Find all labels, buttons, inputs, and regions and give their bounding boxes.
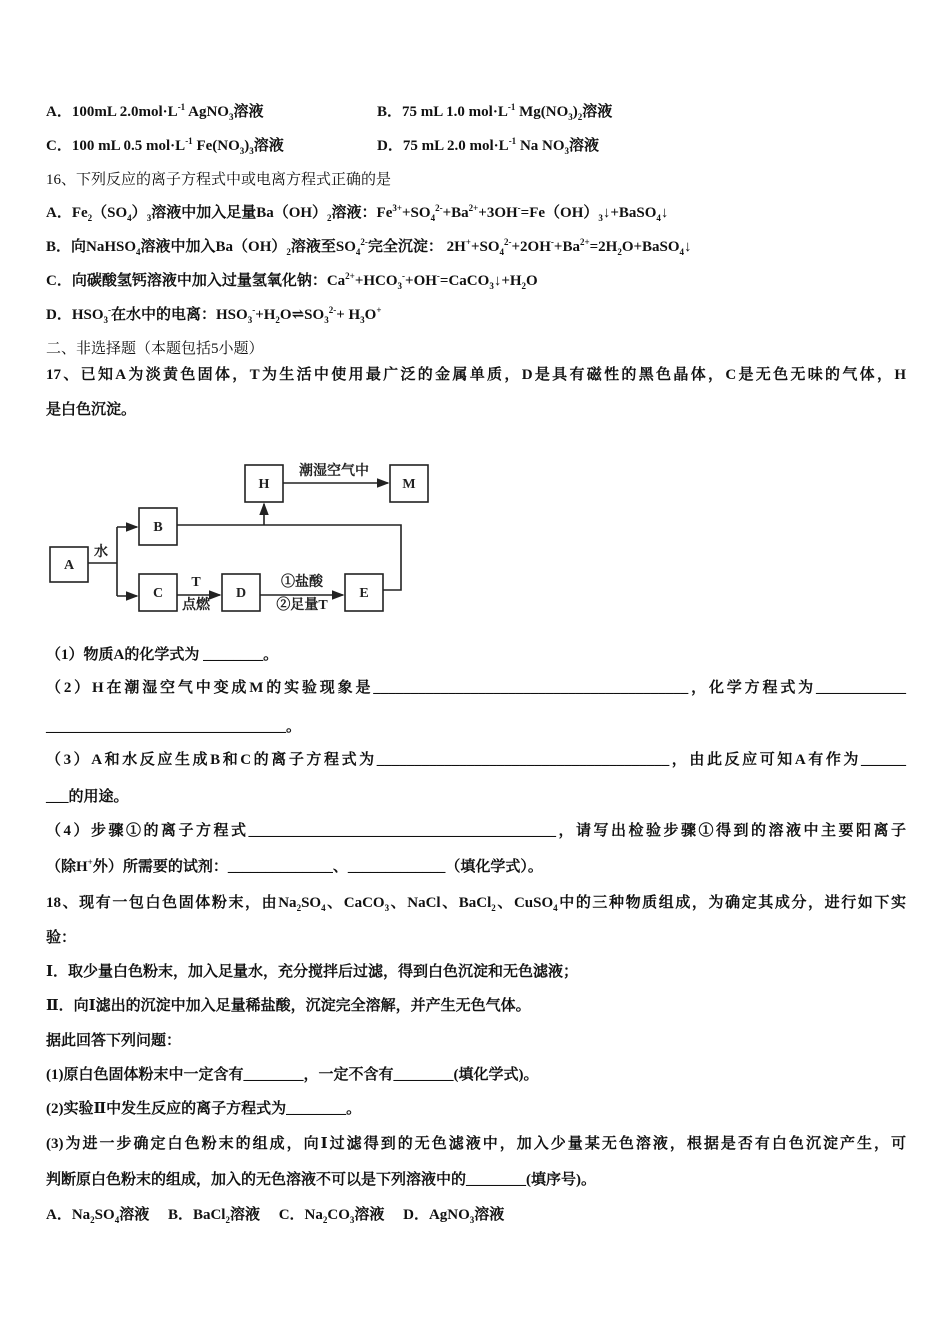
text-line — [46, 203, 668, 223]
subscript: 3 — [103, 315, 109, 325]
text-line — [46, 821, 906, 841]
subscript: 2 — [87, 213, 93, 223]
text-run: +Ba — [553, 239, 580, 255]
subscript: 2 — [521, 281, 527, 291]
text-run: 溶液 D．AgNO — [354, 1207, 470, 1223]
text-line — [46, 271, 538, 291]
text-line — [46, 305, 381, 325]
subscript: 3 — [239, 146, 245, 156]
text-run: B．75 mL 1.0 mol·L — [377, 104, 508, 120]
subscript: 2 — [577, 112, 583, 122]
text-run: D．HSO — [46, 307, 104, 323]
superscript: 2- — [435, 203, 443, 213]
text-run: 是白色沉淀。 — [46, 402, 137, 418]
subscript: 3 — [469, 1215, 475, 1225]
subscript: 4 — [430, 213, 436, 223]
text-line — [377, 136, 599, 156]
text-run: 溶液 — [253, 138, 284, 154]
text-run: Na NO — [516, 138, 565, 154]
subscript: 3 — [228, 112, 234, 122]
subscript: 2 — [275, 315, 280, 325]
subscript: 4 — [499, 247, 504, 257]
text-line — [46, 1170, 596, 1190]
superscript: 2+ — [579, 237, 590, 247]
equilibrium-arrow-icon: ⇌ — [291, 307, 305, 323]
subscript: 3 — [249, 146, 254, 156]
text-line — [46, 339, 264, 359]
text-line — [46, 678, 906, 698]
subscript: 2 — [90, 1215, 95, 1225]
subscript: 2 — [491, 903, 496, 913]
subscript: 2 — [617, 247, 622, 257]
text-run: O — [364, 307, 377, 323]
text-run: O — [526, 273, 538, 289]
subscript: 2 — [327, 213, 332, 223]
text-run: 在水中的电离：HSO — [111, 307, 248, 323]
subscript: 4 — [679, 247, 685, 257]
subscript: 4 — [656, 213, 661, 223]
text-run: ___的用途。 — [46, 789, 129, 805]
superscript: + — [87, 857, 93, 867]
text-run: ↓+H — [493, 273, 522, 289]
superscript: - — [108, 305, 112, 315]
text-run: +SO — [402, 205, 431, 221]
text-run: Mg(NO — [515, 104, 569, 120]
text-run: Ⅱ．向Ⅰ滤出的沉淀中加入足量稀盐酸，沉淀完全溶解，并产生无色气体。 — [46, 998, 531, 1014]
text-run: ) — [244, 138, 250, 154]
subscript: 2 — [296, 903, 302, 913]
text-line — [46, 750, 906, 770]
superscript: -1 — [185, 136, 193, 146]
superscript: 2+ — [468, 203, 479, 213]
text-run: +SO — [470, 239, 500, 255]
text-run: 溶液 — [474, 1207, 505, 1223]
text-run: 18、现有一包白色固体粉末，由Na — [46, 895, 297, 911]
superscript: - — [517, 203, 521, 213]
text-line — [46, 645, 278, 665]
text-line — [46, 237, 692, 257]
text-run: (1)原白色固体粉末中一定含有________，一定不含有________(填化学式)。 — [46, 1067, 539, 1083]
text-line — [46, 996, 531, 1016]
superscript: -1 — [507, 102, 516, 112]
text-run: 溶液：Fe — [331, 205, 393, 221]
text-run: 外）所需要的试剂：______________、_____________（填化学式）。 — [92, 859, 543, 875]
text-run: +HCO — [354, 273, 398, 289]
text-line — [377, 102, 612, 122]
text-line — [46, 857, 543, 877]
subscript: 3 — [598, 213, 603, 223]
text-run: （3）A和水反应生成B和C的离子方程式为_______________________________________，由此反应可知A有作为______ — [46, 752, 906, 768]
text-run: +H — [255, 307, 276, 323]
subscript: 4 — [127, 213, 132, 223]
text-run: 验： — [46, 930, 77, 946]
text-run: 中的三种物质组成，为确定其成分，进行如下实 — [557, 895, 906, 911]
text-run: +3OH — [478, 205, 518, 221]
text-line — [46, 928, 76, 948]
label-humid-air: 潮湿空气中 — [299, 464, 369, 479]
superscript: 3+ — [392, 203, 402, 213]
text-run: 溶液 — [233, 104, 264, 120]
text-line — [46, 893, 906, 913]
text-line — [46, 962, 578, 982]
text-run: （SO — [92, 205, 128, 221]
text-run: A．Fe — [46, 205, 88, 221]
text-run: C．100 mL 0.5 mol·L — [46, 138, 186, 154]
text-run: =Fe（OH） — [520, 205, 599, 221]
text-run: （除H — [46, 859, 88, 875]
subscript: 3 — [349, 1215, 355, 1225]
text-run: O — [279, 307, 292, 323]
superscript: 2- — [328, 305, 337, 315]
superscript: 2- — [504, 237, 512, 247]
text-run: D．75 mL 2.0 mol·L — [377, 138, 509, 154]
text-line — [46, 1065, 538, 1085]
text-run: ↓ — [684, 239, 692, 255]
superscript: - — [252, 305, 256, 315]
text-line — [46, 787, 129, 807]
text-run: A．Na — [46, 1207, 91, 1223]
text-run: ) — [572, 104, 578, 120]
text-run: 溶液 C．Na — [229, 1207, 323, 1223]
text-run: ________________________________。 — [46, 719, 302, 735]
subscript: 4 — [553, 903, 558, 913]
label-hcl: ①盐酸 — [281, 575, 323, 590]
superscript: + — [376, 305, 382, 315]
superscript: - — [402, 271, 406, 281]
superscript: -1 — [508, 136, 517, 146]
subscript: 3 — [384, 903, 390, 913]
subscript: 3 — [360, 315, 365, 325]
text-run: (2)实验Ⅱ中发生反应的离子方程式为________。 — [46, 1101, 362, 1117]
text-run: 判断原白色粉末的组成，加入的无色溶液不可以是下列溶液中的________(填序号)。 — [46, 1172, 596, 1188]
text-run: 16、下列反应的离子方程式中或电离方程式正确的是 — [46, 172, 392, 188]
text-run: AgNO — [185, 104, 229, 120]
text-run: + H — [336, 307, 361, 323]
text-line — [46, 400, 136, 420]
text-line — [46, 1031, 181, 1051]
text-run: （2）H在潮湿空气中变成M的实验现象是__________________________________________，化学方程式为____________ — [46, 680, 906, 696]
text-run: 溶液中加入足量Ba（OH） — [151, 205, 328, 221]
subscript: 4 — [355, 247, 361, 257]
superscript: - — [436, 271, 440, 281]
connector-line — [88, 527, 117, 596]
superscript: -1 — [177, 102, 186, 112]
subscript: 3 — [564, 146, 570, 156]
text-run: ） — [131, 205, 147, 221]
text-run: （4）步骤①的离子方程式_________________________________________，请写出检验步骤①得到的溶液中主要阳离子 — [46, 823, 906, 839]
text-run: B．向NaHSO — [46, 239, 137, 255]
text-run: 溶液 B．BaCl — [119, 1207, 226, 1223]
subscript: 3 — [489, 281, 494, 291]
label-a: A — [63, 558, 75, 573]
text-line — [46, 1099, 361, 1119]
text-run: +Ba — [442, 205, 469, 221]
label-water: 水 — [94, 545, 108, 560]
subscript: 3 — [146, 213, 152, 223]
text-run: CO — [327, 1207, 350, 1223]
text-line — [46, 170, 391, 190]
text-run: 溶液中加入Ba（OH） — [140, 239, 287, 255]
superscript: 2+ — [345, 271, 355, 281]
label-m: M — [402, 477, 416, 492]
superscript: + — [465, 237, 471, 247]
text-run: 溶液至SO — [290, 239, 356, 255]
text-run: 二、非选择题（本题包括5小题） — [46, 341, 264, 357]
text-run: =CaCO — [439, 273, 490, 289]
text-run: A．100mL 2.0mol·L — [46, 104, 178, 120]
label-ignite: 点燃 — [182, 598, 210, 613]
text-run: C．向碳酸氢钙溶液中加入过量氢氧化钠：Ca — [46, 273, 346, 289]
text-run: 溶液 — [569, 138, 600, 154]
text-run: ↓+BaSO — [602, 205, 657, 221]
text-run: 、CuSO — [495, 895, 554, 911]
label-excess-t: ②足量T — [276, 598, 328, 613]
text-run: O+BaSO — [621, 239, 680, 255]
label-b: B — [153, 520, 163, 535]
subscript: 3 — [568, 112, 573, 122]
label-e: E — [359, 586, 369, 601]
text-line — [46, 1134, 906, 1154]
subscript: 4 — [114, 1215, 120, 1225]
subscript: 3 — [247, 315, 253, 325]
text-line — [46, 1205, 504, 1225]
text-run: (3)为进一步确定白色粉末的组成，向Ⅰ过滤得到的无色滤液中，加入少量某无色溶液，根据是否有白色沉淀产生，可 — [46, 1136, 906, 1152]
text-run: SO — [94, 1207, 115, 1223]
text-run: +OH — [405, 273, 437, 289]
text-run: 完全沉淀： 2H — [367, 239, 466, 255]
text-run: 17、已知A为淡黄色固体，T为生活中使用最广泛的金属单质，D是具有磁性的黑色晶体，C是无色无味的气体，H — [46, 367, 906, 383]
text-line — [46, 102, 263, 122]
text-run: 、CaCO — [325, 895, 385, 911]
label-t: T — [191, 575, 201, 590]
label-d: D — [235, 586, 247, 601]
text-run: 溶液 — [582, 104, 613, 120]
text-line — [46, 136, 284, 156]
text-run: 、NaCl、BaCl — [389, 895, 492, 911]
text-line — [46, 717, 301, 737]
superscript: 2- — [360, 237, 368, 247]
subscript: 2 — [286, 247, 291, 257]
label-c: C — [152, 586, 164, 601]
label-h: H — [258, 477, 270, 492]
text-run: Ⅰ．取少量白色粉末，加入足量水，充分搅拌后过滤，得到白色沉淀和无色滤液； — [46, 964, 579, 980]
text-run: SO — [304, 307, 325, 323]
subscript: 4 — [321, 903, 326, 913]
subscript: 3 — [397, 281, 403, 291]
text-run: =2H — [589, 239, 618, 255]
text-run: （1）物质A的化学式为 ________。 — [46, 647, 279, 663]
text-run: ↓ — [660, 205, 669, 221]
text-run: Fe(NO — [192, 138, 240, 154]
superscript: - — [550, 237, 554, 247]
subscript: 3 — [324, 315, 329, 325]
text-run: 据此回答下列问题： — [46, 1033, 182, 1049]
text-line — [46, 365, 906, 385]
text-run: +2OH — [511, 239, 551, 255]
subscript: 2 — [322, 1215, 328, 1225]
subscript: 4 — [136, 247, 141, 257]
subscript: 2 — [225, 1215, 230, 1225]
text-run: SO — [301, 895, 322, 911]
